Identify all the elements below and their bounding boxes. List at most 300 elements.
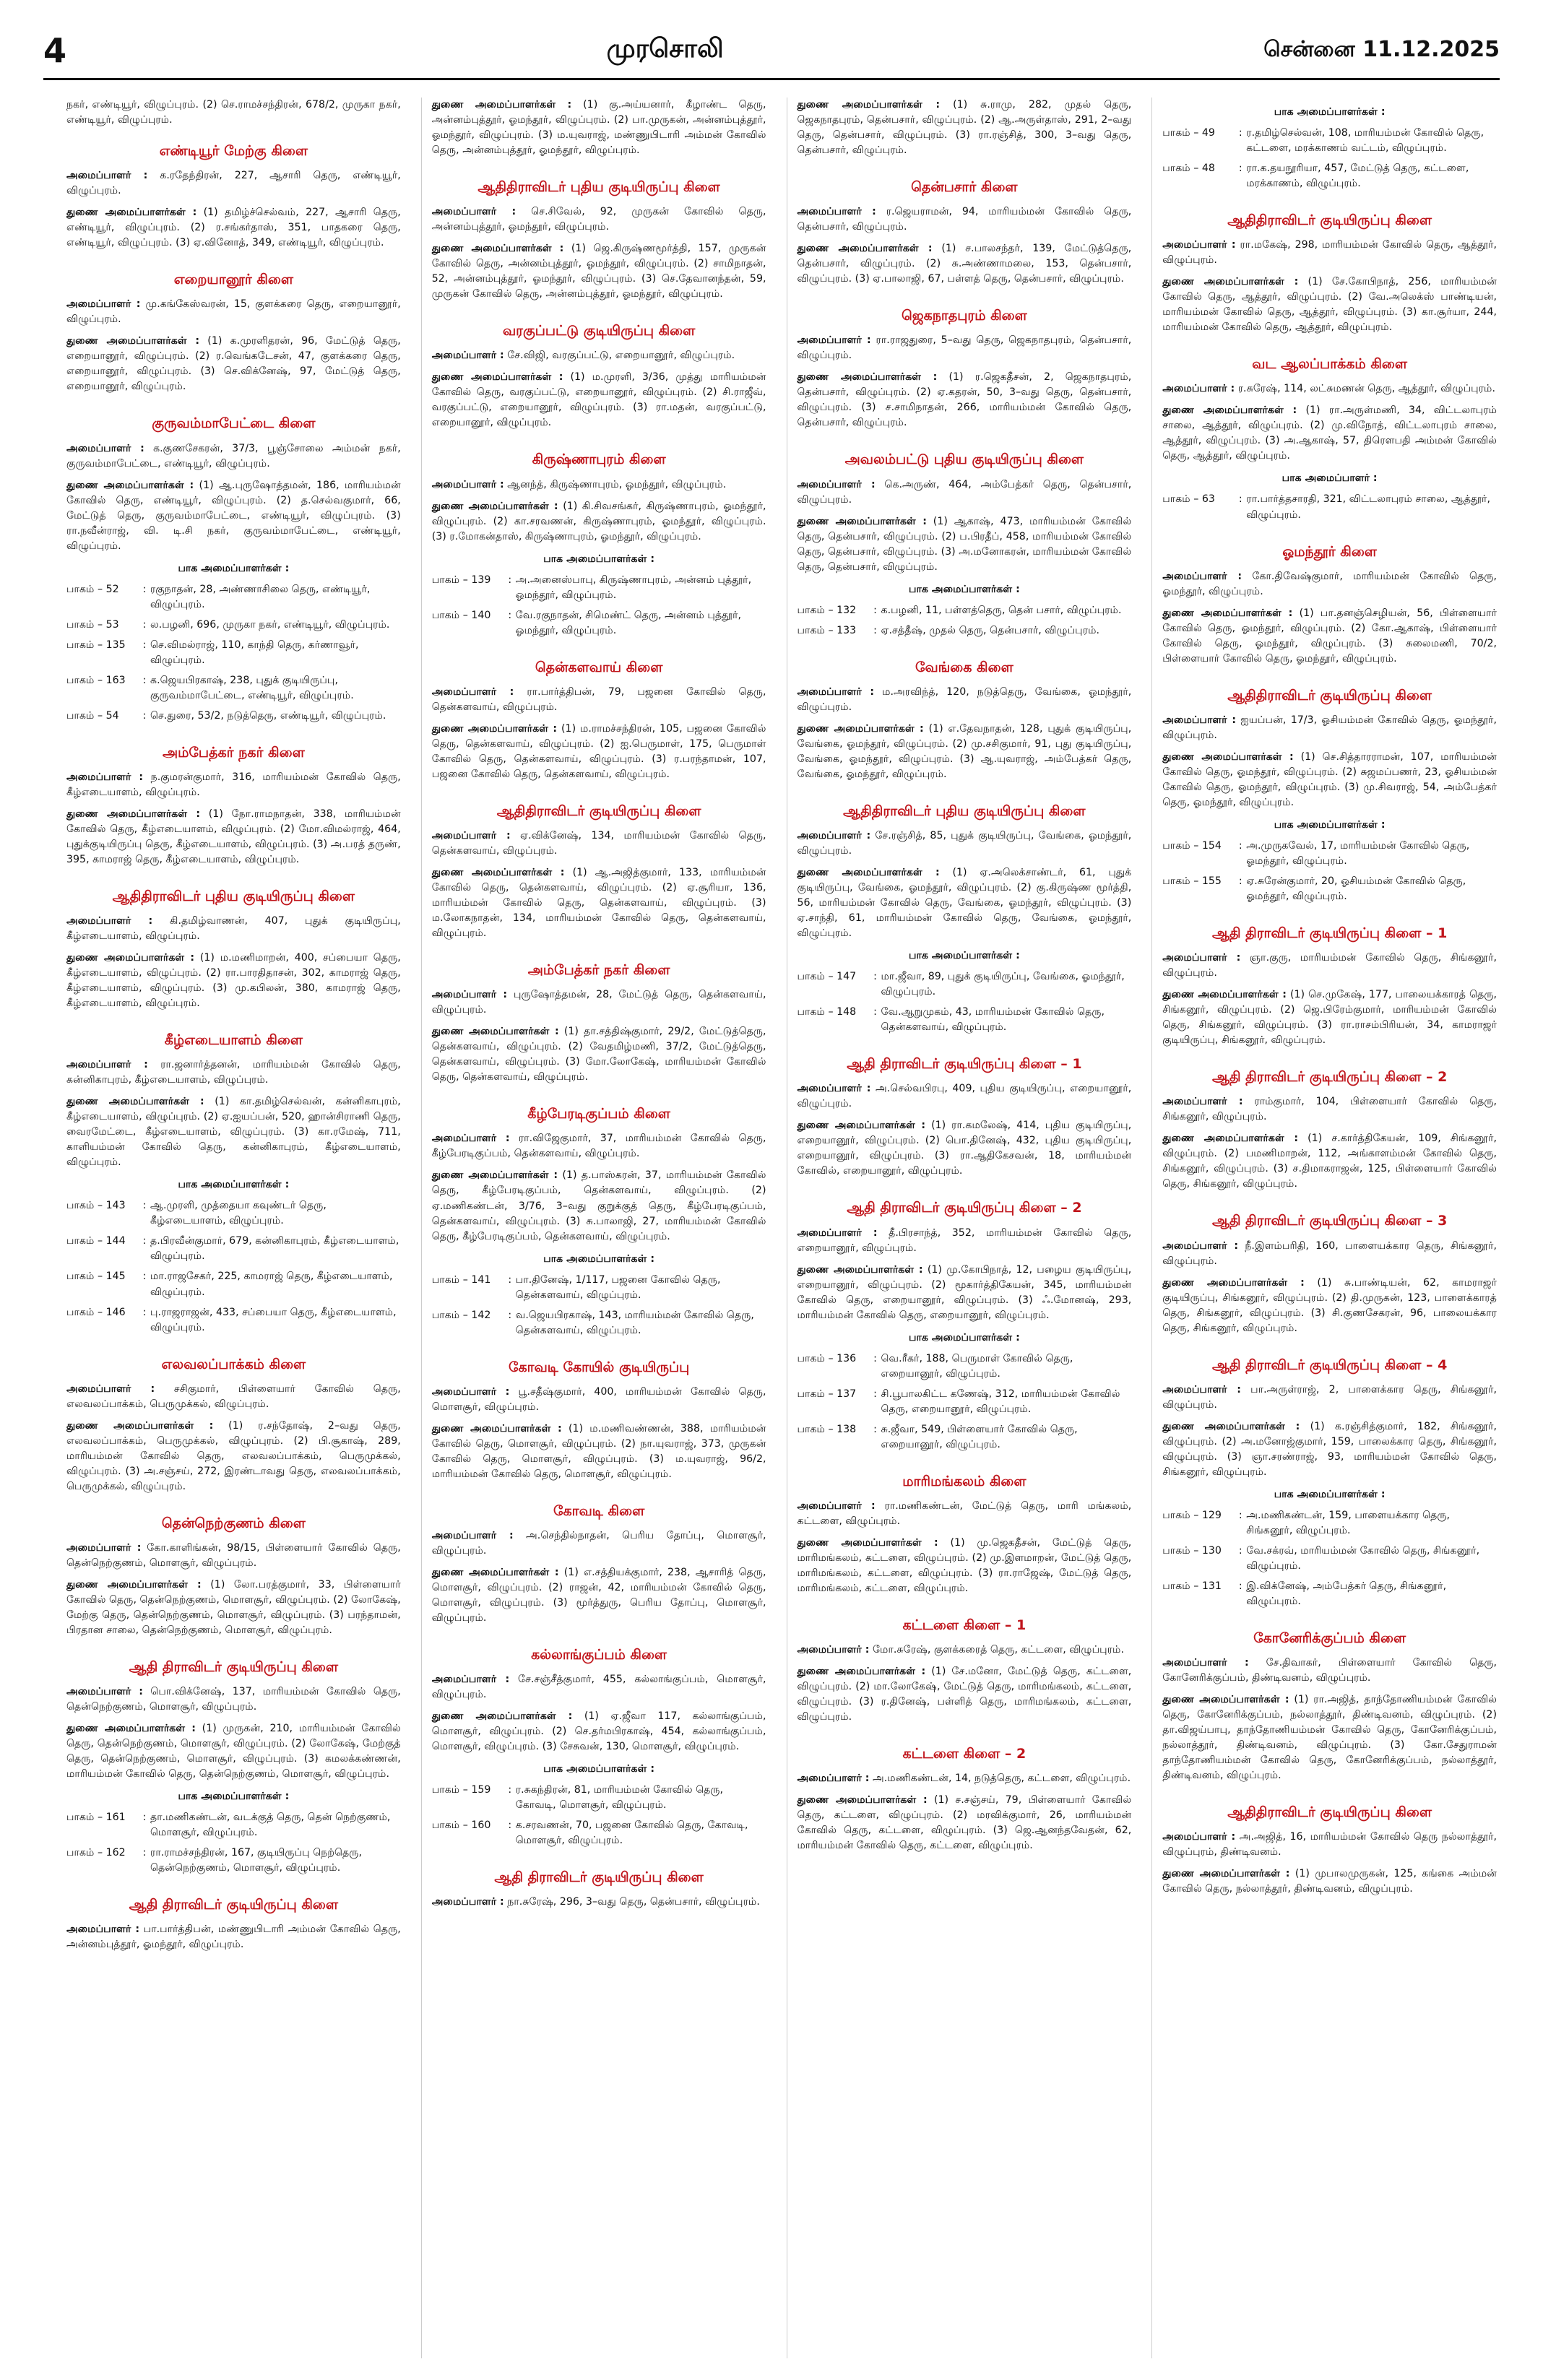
member-details: (1) எ.தேவநாதன், 128, புதுக் குடியிருப்பு, வேங்கை, ஓமந்தூர், விழுப்புரம். (2) மு.சசிகுமார், 91, புது குடியிருப்பு, வேங்கை, ஓமந்தூர், விழுப்புரம். (3) ஆ.யுவராஜ், அம்பேத்கர் தெரு, வேங்கை, ஓமந்தூர், விழுப்புரம். [797,722,1132,780]
member-details: (1) நோ.ராமநாதன், 338, மாரியம்மன் கோவில் தெரு, கீழ்எடையாளம், விழுப்புரம். (2) மோ.விமல்ராஜ், 464, புதுக்குடியிருப்பு தெரு, கீழ்எடையாளம், விழுப்புரம். (3) அ.பரத் தருண், 395, காமராஜ் தெரு, கீழ்எடையாளம், விழுப்புரம். [66,808,401,865]
booth-number: பாகம் – 140 [431,609,491,621]
booth-number: பாகம் – 132 [797,604,857,616]
member-entry [432,1895,766,1910]
booth-separator: : [508,609,512,621]
role-label: துணை அமைப்பாளர்கள் : [66,335,200,347]
member-details: அ.செல்வபிரபு, 409, புதிய குடியிருப்பு, எறையானூர், விழுப்புரம். [797,1083,1132,1110]
member-entry [432,241,766,302]
member-details: கோ.திவேஷ்குமார், மாரியம்மன் கோவில் தெரு, ஓமந்தூர், விழுப்புரம். [1162,570,1497,597]
role-label: அமைப்பாளர் : [1162,383,1235,395]
member-entry [432,1168,766,1244]
branch-section [1162,1211,1497,1336]
branch-title: மாரிமங்கலம் கிளை [902,1473,1026,1489]
member-details: பா.பார்த்திபன், மண்ணுபிடாரி அம்மன் கோவில் தெரு, அன்னம்புத்தூர், ஓமந்தூர், விழுப்புரம். [66,1924,401,1951]
branch-title: ஆதிதிராவிடர் குடியிருப்பு கிளை [1227,212,1432,229]
member-entry [66,770,401,800]
branch-title: எறையானூர் கிளை [173,272,294,288]
branch-title: ஆதி திராவிடர் குடியிருப்பு கிளை [129,1658,339,1675]
booth-details: ஆ.முரளி, முத்தையா கவுண்டர் தெரு, கீழ்எடையாளம், விழுப்புரம். [150,1200,327,1227]
member-entry [1162,1866,1497,1897]
branch-section [1162,210,1497,335]
booth-number: பாகம் – 159 [431,1784,491,1796]
member-details: ரா.பார்த்திபன், 79, பஜனை கோவில் தெரு, தென்களவாய், விழுப்புரம். [431,685,766,713]
member-details: கி.தமிழ்வாணன், 407, புதுக் குடியிருப்பு, கீழ்எடையாளம், விழுப்புரம். [66,915,401,943]
member-details: ரா.ஜனார்த்தனன், மாரியம்மன் கோவில் தெரு, கன்னிகாபுரம், கீழ்எடையாளம், விழுப்புரம். [66,1059,401,1086]
booth-heading: பாக அமைப்பாளர்கள் : [543,553,655,565]
member-entry [798,1081,1132,1112]
booth-number: பாகம் – 49 [1162,127,1215,139]
booth-details: அ.அனைஸ்பாபு, கிருஷ்ணாபுரம், அன்னம் புத்தூர், ஓமந்தூர், விழுப்புரம். [515,574,752,601]
booth-number: பாகம் – 139 [431,574,491,586]
member-details: தீ.பிரசாந்த், 352, மாரியம்மன் கோவில் தெரு, எறையானூர், விழுப்புரம். [797,1226,1132,1254]
booth-row [66,1198,401,1229]
member-details: (1) ஏ.அலெக்சாண்டர், 61, புதுக் குடியிருப்பு, வேங்கை, ஓமந்தூர், விழுப்புரம். (2) கு.கிருஷ்ண மூர்த்தி, 56, மாரியம்மன் கோவில் தெரு, வேங்கை, ஓமந்தூர், விழுப்புரம். (3) ஏ.சாந்தி, 61, மாரியம்மன் கோவில் தெரு, வேங்கை, ஓமந்தூர், விழுப்புரம். [797,867,1132,940]
branch-title: அவலம்பட்டு புதிய குடியிருப்பு கிளை [844,451,1084,468]
member-entry [66,297,401,327]
member-details: (1) ஆகாஷ், 473, மாரியம்மன் கோவில் தெரு, தென்பசார், விழுப்புரம். (2) ப.பிரதீப், 458, மாரியம்மன் கோவில் தெரு, தென்பசார், விழுப்புரம். (3) அ.மனோகரன், மாரியம்மன் கோவில் தெரு, தென்பசார், விழுப்புரம். [797,515,1132,573]
branch-title: எலவலப்பாக்கம் கிளை [161,1356,306,1372]
booth-row [66,582,401,613]
booth-separator: : [1238,1544,1242,1557]
booth-number: பாகம் – 135 [66,639,126,651]
booth-number: பாகம் – 138 [797,1423,857,1435]
member-details: (1) எ.சத்தியக்குமார், 238, ஆசாரித் தெரு, மொளசூர், விழுப்புரம். (2) ராஜன், 42, மாரியம்மன் கோவில் தெரு, மொளசூர், விழுப்புரம். (3) மூர்த்துரு, பெரிய தோப்பு, மொளசூர், விழுப்புரம். [431,1566,766,1624]
branch-title: ஆதி திராவிடர் குடியிருப்பு கிளை – 1 [1211,925,1448,941]
masthead-rule [43,78,1500,80]
booth-separator: : [508,1819,512,1832]
booth-separator: : [873,1006,877,1018]
booth-number: பாகம் – 161 [66,1812,126,1824]
member-entry [798,1118,1132,1179]
branch-section [66,141,401,251]
member-entry [432,1672,766,1702]
booth-row [1162,161,1497,191]
booth-number: பாகம் – 133 [797,624,857,636]
member-entry [66,168,401,199]
member-entry [1162,238,1497,268]
branch-section [798,98,1132,158]
member-entry [432,348,766,363]
booth-row [798,1422,1132,1453]
role-label: அமைப்பாளர் : [1162,1383,1241,1395]
booth-details: ஏ.சுரேன்குமார், 20, ஓசியம்மன் கோவில் தெரு, ஓமந்தூர், விழுப்புரம். [1246,875,1466,902]
booth-details: மா.ராஜசேகர், 225, காமராஜ் தெரு, கீழ்எடையாளம், விழுப்புரம். [150,1271,393,1298]
branch-title: கல்லாங்குப்பம் கிளை [531,1647,667,1663]
booth-number: பாகம் – 131 [1162,1580,1222,1592]
member-details: (1) லோ.பரத்குமார், 33, பிள்ளையார் கோவில் தெரு, தென்நெற்குணம், மொளசூர், விழுப்புரம். (2) லோகேஷ், மேற்கு தெரு, தென்நெற்குணம், மொளசூர், விழுப்புரம். (3) பரந்தாமன், பிரதான சாலை, தென்நெற்குணம், மொளசூர், விழுப்புரம். [66,1578,401,1636]
booth-number: பாகம் – 63 [1162,493,1215,506]
branch-section [798,1744,1132,1853]
branch-section [432,1357,766,1482]
member-entry [432,828,766,859]
member-details: (1) ம.ராமச்சந்திரன், 105, பஜனை கோவில் தெரு, தென்களவாய், விழுப்புரம். (2) ஐ.பெருமாள், 175, பெருமாள் கோவில் தெரு, தென்களவாய், விழுப்புரம். (3) ர.பரந்தாமன், 107, பஜனை கோவில் தெரு, தென்களவாய், விழுப்புரம். [431,722,766,780]
member-entry [798,828,1132,859]
booth-details: வே.ரகுநாதன், சிமெண்ட் தெரு, அன்னம் புத்தூர், ஓமந்தூர், விழுப்புரம். [515,609,742,636]
member-entry [1162,1131,1497,1192]
member-entry [798,1536,1132,1596]
role-label: அமைப்பாளர் : [1162,1657,1249,1669]
booth-row [1162,874,1497,904]
booth-row [1162,126,1497,156]
member-details: ந.குமரன்குமார், 316, மாரியம்மன் கோவில் தெரு, கீழ்எடையாளம், விழுப்புரம். [66,771,401,798]
booth-row [798,969,1132,1000]
booth-details: ரா.பார்த்தசாரதி, 321, விட்டலாபுரம் சாலை, ஆத்தூர், விழுப்புரம். [1246,493,1490,521]
role-label: துணை அமைப்பாளர்கள் : [431,1169,558,1182]
booth-heading: பாக அமைப்பாளர்கள் : [908,1331,1020,1343]
branch-title: வட ஆலப்பாக்கம் கிளை [1252,356,1408,373]
booth-details: வெ.ரீகர், 188, பெருமாள் கோவில் தெரு, எறையானூர், விழுப்புரம். [881,1352,1073,1380]
branch-section [66,1657,401,1876]
role-label: அமைப்பாளர் : [431,1385,510,1398]
booth-details: அ.முருகவேல், 17, மாரியம்மன் கோவில் தெரு, ஓமந்தூர், விழுப்புரம். [1246,839,1470,867]
member-entry [66,914,401,944]
role-label: அமைப்பாளர் : [431,1674,510,1686]
member-entry [432,1131,766,1161]
role-label: அமைப்பாளர் : [797,830,871,842]
member-details: (1) க.முரளிதரன், 96, மேட்டுத் தெரு, எறையானூர், விழுப்புரம். (2) ர.வெங்கடேசன், 47, குளக்கரை தெரு, எறையானூர், விழுப்புரம். (3) செ.விக்னேஷ், 97, மேட்டுத் தெரு, எறையானூர், விழுப்புரம். [66,335,401,393]
role-label: அமைப்பாளர் : [66,915,153,927]
member-details: மு.கங்கேஸ்வரன், 15, குளக்கரை தெரு, எறையானூர், விழுப்புரம். [66,298,401,326]
booth-details: சி.பூபாலகிட்ட கணேஷ், 312, மாரியம்மன் கோவில் தெரு, எறையானூர், விழுப்புரம். [881,1388,1120,1415]
role-label: அமைப்பாளர் : [1162,1831,1236,1843]
member-details: ரா.மணிகண்டன், மேட்டுத் தெரு, மாரி மங்கலம், கட்டளை, விழுப்புரம். [797,1500,1132,1527]
branch-section [432,177,766,302]
booth-separator: : [142,709,147,722]
member-details: சே.விஜி, வரகுப்பட்டு, எறையானூர், விழுப்புரம். [503,350,735,362]
member-entry [66,1922,401,1952]
member-entry [1162,1692,1497,1783]
member-entry [432,1421,766,1482]
member-entry [1162,713,1497,743]
branch-title: தென்களவாய் கிளை [535,659,663,675]
role-label: அமைப்பாளர் : [66,1686,143,1698]
booth-separator: : [1238,127,1242,139]
member-entry [798,685,1132,715]
branch-section [432,98,766,158]
branch-title: ஆதி திராவிடர் குடியிருப்பு கிளை [494,1869,704,1886]
booth-row [1162,1544,1497,1574]
branch-title: கட்டளை கிளை – 2 [902,1746,1026,1762]
branch-section [66,743,401,867]
role-label: துணை அமைப்பாளர்கள் : [66,479,194,491]
role-label: துணை அமைப்பாளர்கள் : [431,1422,562,1435]
booth-number: பாகம் – 48 [1162,163,1215,175]
member-entry [798,865,1132,941]
branch-section [66,1354,401,1494]
role-label: அமைப்பாளர் : [797,334,871,347]
member-entry [1162,1656,1497,1686]
role-label: துணை அமைப்பாளர்கள் : [1162,1694,1289,1706]
booth-row [66,618,401,633]
booth-row [432,1308,766,1338]
branch-section [1162,542,1497,667]
booth-separator: : [142,1271,147,1283]
booth-number: பாகம் – 145 [66,1271,126,1283]
role-label: அமைப்பாளர் : [431,1133,510,1145]
branch-title: ஆதிதிராவிடர் குடியிருப்பு கிளை [1227,1804,1432,1821]
booth-number: பாகம் – 144 [66,1235,126,1247]
member-details: (1) செ.சித்தாரராமன், 107, மாரியம்மன் கோவில் தெரு, ஓமந்தூர், விழுப்புரம். (2) சுஜமப்பணர், 23, ஓசியம்மன் கோவில் தெரு, ஓமந்தூர், விழுப்புரம். (3) மு.சிவராஜ், 54, அம்பேத்கர் தெரு, ஓமந்தூர், விழுப்புரம். [1162,750,1497,808]
role-label: துணை அமைப்பாளர்கள் : [431,371,563,384]
member-details: (1) கு.அய்யனார், கீழாண்ட தெரு, அன்னம்புத்தூர், ஓமந்தூர், விழுப்புரம். (2) பா.முருகன், அன்னம்புத்தூர், ஓமந்தூர், விழுப்புரம். (3) ம.யுவராஜ், மண்ணுபிடாரி அம்மன் கோவில் தெரு, அன்னம்புத்தூர், ஓமந்தூர், விழுப்புரம். [431,99,766,157]
booth-details: செ.துரை, 53/2, நடுத்தெரு, எண்டியூர், விழுப்புரம். [150,709,386,722]
member-details: ஞா.குரு, மாரியம்மன் கோவில் தெரு, சிங்கனூர், விழுப்புரம். [1162,952,1497,979]
member-entry [798,370,1132,430]
member-entry [432,1385,766,1415]
booth-details: க.சரவணன், 70, பஜனை கோவில் தெரு, கோவடி, மொளசூர், விழுப்புரம். [515,1819,748,1847]
booth-details: ரகுநாதன், 28, அண்ணாசிலை தெரு, எண்டியூர், விழுப்புரம். [150,583,371,610]
branch-section [1162,1355,1497,1609]
role-label: அமைப்பாளர் : [431,685,514,698]
member-entry [432,865,766,941]
column-4 [1151,98,1497,2358]
role-label: அமைப்பாளர் : [66,1541,142,1554]
role-label: துணை அமைப்பாளர்கள் : [431,722,558,735]
member-entry [432,499,766,545]
member-details: புருஷோத்தமன், 28, மேட்டுத் தெரு, தென்களவாய், விழுப்புரம். [431,989,766,1016]
role-label: துணை அமைப்பாளர்கள் : [1162,750,1294,763]
branch-section [66,1895,401,1952]
member-entry [432,1565,766,1626]
member-entry [66,1721,401,1782]
member-details: (1) ரா.அருள்மணி, 34, விட்டலாபுரம் சாலை, ஆத்தூர், விழுப்புரம். (2) மு.விநோத், விட்டலாபுரம் சாலை, ஆத்தூர், விழுப்புரம். (3) அ.ஆகாஷ், 57, திரௌபதி அம்மன் கோவில் தெரு, ஆத்தூர், விழுப்புரம். [1162,404,1497,462]
role-label: அமைப்பாளர் : [797,1226,878,1239]
member-details: ர.ஜெயராமன், 94, மாரியம்மன் கோவில் தெரு, தென்பசார், விழுப்புரம். [797,206,1132,233]
booth-number: பாகம் – 146 [66,1306,126,1318]
booth-separator: : [873,1388,877,1400]
booth-number: பாகம் – 147 [797,971,857,983]
branch-title: கட்டளை கிளை – 1 [902,1617,1026,1633]
page-number: 4 [43,31,67,70]
member-entry [1162,1419,1497,1480]
continued-text: நகர், எண்டியூர், விழுப்புரம். (2) செ.ராமச்சந்திரன், 678/2, முருகா நகர், எண்டியூர், விழுப்புரம். [66,99,401,126]
member-details: (1) ச.கார்த்திகேயன், 109, சிங்கனூர், விழுப்புரம். (2) பமணிமாறன், 112, அங்காளம்மன் கோவில் தெரு, சிங்கனூர், விழுப்புரம். (3) ச.திமாகராஜன், 125, பிள்ளையார் கோவில் தெரு, சிங்கனூர், விழுப்புரம். [1162,1133,1497,1190]
booth-number: பாகம் – 148 [797,1006,857,1018]
member-entry [1162,951,1497,981]
branch-section [66,1513,401,1638]
member-details: ம.அரவிந்த், 120, நடுத்தெரு, வேங்கை, ஓமந்தூர், விழுப்புரம். [797,685,1132,713]
member-entry [798,1226,1132,1256]
member-entry [1162,606,1497,667]
member-details: சே.சஞ்சீத்குமார், 455, கல்லாங்குப்பம், மொளசூர், விழுப்புரம். [431,1674,766,1701]
role-label: துணை அமைப்பாளர்கள் : [431,243,564,255]
role-label: அமைப்பாளர் : [797,478,876,490]
column-3 [787,98,1132,2358]
booth-row [432,1273,766,1303]
booth-row [1162,839,1497,869]
booth-row [1162,1579,1497,1609]
booth-row [66,1845,401,1876]
member-entry [432,722,766,782]
member-details: அ.மணிகண்டன், 14, நடுத்தெரு, கட்டளை, விழுப்புரம். [869,1773,1131,1785]
booth-number: பாகம் – 130 [1162,1544,1222,1557]
member-details: (1) மு.கோபிநாத், 12, பழைய குடியிருப்பு, எறையானூர், விழுப்புரம். (2) மூகார்த்திகேயன், 345, மாரியம்மன் கோவில் தெரு, எறையானூர், விழுப்புரம். (3) ஃ.மோனஷ், 293, மாரியம்மன் கோவில் தெரு, எறையானூர், விழுப்புரம். [797,1263,1132,1321]
role-label: துணை அமைப்பாளர்கள் : [1162,276,1299,288]
booth-separator: : [142,1306,147,1318]
role-label: துணை அமைப்பாளர்கள் : [66,207,197,219]
booth-details: ர.சுகந்திரன், 81, மாரியம்மன் கோவில் தெரு, கோவடி, மொளசூர், விழுப்புரம். [515,1784,724,1812]
role-label: துணை அமைப்பாளர்கள் : [797,1794,928,1806]
role-label: துணை அமைப்பாளர்கள் : [797,1666,926,1678]
branch-section [432,960,766,1085]
booth-separator: : [142,639,147,651]
booth-details: பு.ராஜராஜன், 433, சப்பையா தெரு, கீழ்எடையாளம், விழுப்புரம். [150,1306,397,1333]
booth-separator: : [142,674,147,686]
member-entry [66,807,401,867]
booth-row [432,573,766,603]
member-details: (1) ரா.கமலேஷ், 414, புதிய குடியிருப்பு, எறையானூர், விழுப்புரம். (2) பொ.தினேஷ், 432, புதிய குடியிருப்பு, எறையானூர், விழுப்புரம். (3) ரா.ஆதிகேசவன், 18, மாரியம்மன் கோவில், எறையானூர், விழுப்புரம். [797,1120,1132,1177]
booth-number: பாகம் – 162 [66,1847,126,1859]
role-label: துணை அமைப்பாளர்கள் : [66,1096,204,1108]
branch-title: தென்நெற்குணம் கிளை [161,1515,306,1531]
member-entry [1162,1276,1497,1336]
role-label: துணை அமைப்பாளர்கள் : [1162,989,1287,1001]
booth-number: பாகம் – 141 [431,1273,491,1286]
member-entry [66,951,401,1011]
booth-heading: பாக அமைப்பாளர்கள் : [543,1252,655,1265]
member-entry [798,1771,1132,1786]
role-label: துணை அமைப்பாளர்கள் : [1162,1868,1290,1880]
role-label: அமைப்பாளர் : [431,478,504,490]
booth-separator: : [873,971,877,983]
role-label: துணை அமைப்பாளர்கள் : [66,808,201,820]
role-label: அமைப்பாளர் : [66,1382,155,1395]
member-details: (1) ஆ.அஜித்குமார், 133, மாரியம்மன் கோவில் தெரு, தென்களவாய், விழுப்புரம். (2) ஏ.சூரியா, 136, மாரியம்மன் கோவில் தெரு, தென்களவாய், விழுப்புரம். (3) ம.லோகநாதன், 134, மாரியம்மன் கோவில் தெரு, தென்களவாய், விழுப்புரம். [431,867,766,940]
member-details: (1) த.பாஸ்கரன், 37, மாரியம்மன் கோவில் தெரு, கீழ்பேரடிகுப்பம், தென்களவாய், விழுப்புரம். (2) ஏ.மணிகண்டன், 3/76, 3–வது குறுக்குத் தெரு, கீழ்பேரடிகுப்பம், தென்களவாய், விழுப்புரம். (3) சு.பாலாஜி, 27, மாரியம்மன் கோவில் தெரு, கீழ்பேரடிகுப்பம், தென்களவாய், விழுப்புரம். [431,1169,766,1242]
branch-title: வரகுப்பட்டு குடியிருப்பு கிளை [502,323,696,339]
booth-heading: பாக அமைப்பாளர்கள் : [1274,106,1386,118]
role-label: துணை அமைப்பாளர்கள் : [797,1536,938,1549]
role-label: அமைப்பாளர் : [431,830,511,842]
booth-number: பாகம் – 52 [66,583,119,595]
booth-details: அ.மணிகண்டன், 159, பாளையக்கார தெரு, சிங்கனூர், விழுப்புரம். [1246,1509,1451,1536]
booth-row [66,1269,401,1299]
member-entry [1162,403,1497,464]
member-details: ஏ.விக்னேஷ், 134, மாரியம்மன் கோவில் தெரு, தென்களவாய், விழுப்புரம். [431,830,766,857]
member-entry [1162,987,1497,1048]
member-details: ரா.விஜேகுமார், 37, மாரியம்மன் கோவில் தெரு, கீழ்பேரடிகுப்பம், தென்களவாய், விழுப்புரம். [431,1133,766,1160]
branch-title: ஜெகநாதபுரம் கிளை [901,308,1027,324]
branch-section [432,1501,766,1626]
branch-section [798,801,1132,1035]
role-label: அமைப்பாளர் : [431,989,508,1001]
member-entry [798,1263,1132,1323]
booth-heading: பாக அமைப்பாளர்கள் : [178,562,290,574]
role-label: அமைப்பாளர் : [431,350,504,362]
role-label: அமைப்பாளர் : [66,170,148,182]
booth-number: பாகம் – 136 [797,1352,857,1364]
booth-details: த.பிரவீன்குமார், 679, கன்னிகாபுரம், கீழ்எடையாளம், விழுப்புரம். [150,1235,399,1263]
booth-row [432,1783,766,1813]
branch-section [1162,1802,1497,1897]
branch-section [66,886,401,1011]
member-entry [66,1419,401,1494]
member-entry [432,685,766,715]
member-entry [798,477,1132,508]
branch-section [66,1030,401,1335]
member-details: (1) கி.சிவசங்கர், கிருஷ்ணாபுரம், ஓமந்தூர், விழுப்புரம். (2) கா.சரவணன், கிருஷ்ணாபுரம், ஓமந்தூர், விழுப்புரம். (3) ர.மோகன்தாஸ், கிருஷ்ணாபுரம், ஓமந்தூர், விழுப்புரம். [431,500,766,542]
member-entry [1162,1239,1497,1269]
member-details: (1) ர.ஜெகதீசன், 2, ஜெகநாதபுரம், தென்பசார், விழுப்புரம். (2) ஏ.கதரன், 50, 3–வது தெரு, தென்பசார், விழுப்புரம். (3) ச.சாமிநாதன், 266, மாரியம்மன் கோவில் தெரு, தென்பசார், விழுப்புரம். [797,371,1132,429]
booth-number: பாகம் – 143 [66,1200,126,1212]
branch-section [798,1471,1132,1596]
branch-title: ஓமந்தூர் கிளை [1282,543,1377,560]
member-details: (1) ம.மணிமாறன், 400, சப்பையா தெரு, கீழ்எடையாளம், விழுப்புரம். (2) ரா.பாரதிதாசன், 302, காமராஜ் தெரு, கீழ்எடையாளம், விழுப்புரம். (3) மு.கபிலன், 380, காமராஜ் தெரு, கீழ்எடையாளம், விழுப்புரம். [66,952,401,1010]
booth-details: க.ஜெயபிரகாஷ், 238, புதுக் குடியிருப்பு, குருவம்மாபேட்டை, எண்டியூர், விழுப்புரம். [150,674,354,701]
booth-heading: பாக அமைப்பாளர்கள் : [1274,818,1386,831]
member-details: பா.அருள்ராஜ், 2, பாளைக்கார தெரு, சிங்கனூர், விழுப்புரம். [1162,1383,1497,1411]
booth-row [432,1818,766,1848]
member-details: அ.அஜித், 16, மாரியம்மன் கோவில் தெரு நல்லாத்தூர், விழுப்புரம், திண்டிவனம். [1162,1831,1497,1858]
member-entry [432,1528,766,1559]
booth-separator: : [142,1812,147,1824]
member-details: ராம்குமார், 104, பிள்ளையார் கோவில் தெரு, சிங்கனூர், விழுப்புரம். [1162,1096,1497,1123]
booth-details: ரா.ராமச்சந்திரன், 167, குடியிருப்பு நெற்தெரு, தென்நெற்குணம், மொளசூர், விழுப்புரம். [150,1847,362,1874]
branch-section [66,269,401,394]
booth-separator: : [873,604,877,616]
member-details: செ.சிவேல், 92, முருகன் கோவில் தெரு, அன்னம்புத்தூர், ஓமந்தூர், விழுப்புரம். [431,206,766,233]
member-details: நா.சுரேஷ், 296, 3–வது தெரு, தென்பசார், விழுப்புரம். [503,1896,760,1908]
role-label: துணை அமைப்பாளர்கள் : [66,1578,202,1591]
branch-section [1162,354,1497,522]
booth-details: பா.தினேஷ், 1/117, பஜனை கோவில் தெரு, தென்களவாய், விழுப்புரம். [515,1273,721,1301]
branch-title: ஆதி திராவிடர் குடியிருப்பு கிளை – 2 [847,1200,1082,1216]
role-label: அமைப்பாளர் : [1162,1096,1243,1108]
role-label: அமைப்பாளர் : [797,685,875,698]
member-entry [432,1024,766,1085]
role-label: அமைப்பாளர் : [431,1896,504,1908]
role-label: துணை அமைப்பாளர்கள் : [1162,1420,1300,1432]
column-1 [66,98,401,2358]
booth-details: ரா.க.தயநூரியா, 457, மேட்டுத் தெரு, கட்டளை, மரக்காணம், விழுப்புரம். [1246,163,1469,190]
article-columns [66,98,1497,2358]
newspaper-name: முரசொலி [606,34,724,64]
branch-title: ஆதி திராவிடர் குடியிருப்பு கிளை – 1 [847,1056,1082,1073]
member-entry [66,441,401,472]
member-entry [798,1793,1132,1853]
booth-number: பாகம் – 154 [1162,839,1222,852]
booth-separator: : [1238,839,1242,852]
member-entry [432,1709,766,1754]
role-label: துணை அமைப்பாளர்கள் : [1162,607,1293,619]
branch-section [432,801,766,941]
role-label: அமைப்பாளர் : [431,206,517,218]
branch-title: கோவடி கோயில் குடியிருப்பு [509,1359,690,1375]
branch-title: ஆதி திராவிடர் குடியிருப்பு கிளை – 3 [1211,1213,1448,1229]
masthead [43,29,1500,72]
booth-details: ல.பழனி, 696, முருகா நகர், எண்டியூர், விழுப்புரம். [150,618,390,631]
branch-section [1162,1067,1497,1192]
role-label: அமைப்பாளர் : [797,206,876,218]
member-details: (1) சு.பாண்டியன், 62, காமராஜர் குடியிருப்பு, சிங்கனூர், விழுப்புரம். (2) தி.முருகன், 123, பாளைக்காரத் தெரு, சிங்கனூர், விழுப்புரம். (3) சி.குணசேகரன், 96, பாலையக்கார தெரு, சிங்கனூர், விழுப்புரம். [1162,1276,1497,1334]
branch-section [432,1867,766,1910]
member-details: (1) தா.சத்திஷ்குமார், 29/2, மேட்டுத்தெரு, தென்களவாய், விழுப்புரம். (2) வேதமிழ்மணி, 37/2, மேட்டுத்தெரு, தென்களவாய், விழுப்புரம். (3) மோ.லோகேஷ், மாரியம்மன் கோவில் தெரு, தென்களவாய், விழுப்புரம். [431,1026,766,1083]
member-entry [1162,1094,1497,1125]
role-label: அமைப்பாளர் : [1162,1239,1239,1252]
member-details: சே.ரஞ்சித், 85, புதுக் குடியிருப்பு, வேங்கை, ஓமந்தூர், விழுப்புரம். [797,830,1132,857]
booth-number: பாகம் – 53 [66,618,119,631]
branch-section [432,1104,766,1338]
booth-separator: : [508,1273,512,1286]
member-details: (1) மு.ஜெகதீசன், மேட்டுத் தெரு, மாரிமங்கலம், கட்டளை, விழுப்புரம். (2) மு.இளமாறன், மேட்டுத் தெரு, மாரிமங்கலம், கட்டளை, விழுப்புரம். (3) ரா.ராஜேஷ், மேட்டுத் தெரு, மாரிமங்கலம், கட்டளை, விழுப்புரம். [797,1536,1132,1594]
role-label: துணை அமைப்பாளர்கள் : [66,1419,214,1432]
member-details: (1) செ.முகேஷ், 177, பாலையக்காரத் தெரு, சிங்கனூர், விழுப்புரம். (2) ஜெ.பிரேம்குமார், மாரியம்மன் கோவில் தெரு, சிங்கனூர், விழுப்புரம். (3) ரா.ராசம்பிரியன், 34, காமராஜர் குடியிருப்பு, சிங்கனூர், விழுப்புரம். [1162,989,1497,1047]
booth-details: வ.ஜெயபிரகாஷ், 143, மாரியம்மன் கோவில் தெரு, தென்களவாய், விழுப்புரம். [515,1309,754,1336]
branch-section [432,449,766,638]
branch-title: அம்பேத்கர் நகர் கிளை [163,744,305,761]
member-details: (1) கா.தமிழ்செல்வன், கன்னிகாபுரம், கீழ்எடையாளம், விழுப்புரம். (2) ஏ.ஐயப்பன், 520, ஹான்சிராணி தெரு, வைரமேட்டை, கீழ்எடையாளம், விழுப்புரம். (3) கா.ரமேஷ், 711, காளியம்மன் கோவில் தெரு, கன்னிகாபுரம், கீழ்எடையாளம், விழுப்புரம். [66,1096,401,1169]
role-label: துணை அமைப்பாளர்கள் : [797,1120,926,1132]
